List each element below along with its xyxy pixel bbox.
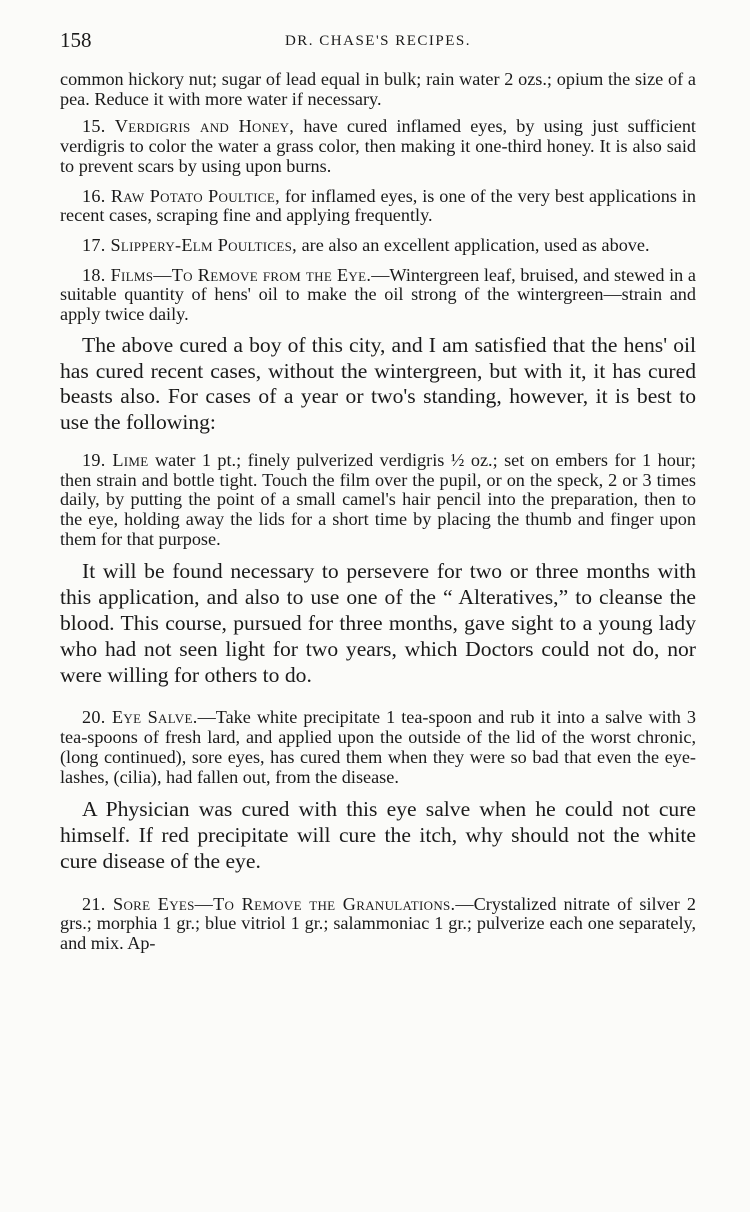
paragraph-text: A Physician was cured with this eye salve when he could not cure himself. If red precipitate will cure the itch, why should not the white cure disease of the eye. [60,797,696,873]
paragraph-text: It will be found necessary to persevere for two or three months with this application, and also to use one of the “ Alteratives,” to cleanse the blood. This course, pursued for three months, gave sight to a young lady who had not seen light for two years, which Doctors could not do, nor were willing for others to do. [60,559,696,687]
recipe-heading: 21. Sore Eyes—To Remove the Granulations. [82,893,456,914]
recipe-text: —Take white precipitate 1 tea-spoon and rub it into a salve with 3 tea-spoons of fresh lard, and applied upon the outside of the lid of the worst chronic, (long continued), sore eyes, has cured them when they were so bad that even the eye-lashes, (cilia), had fallen out, from the disease. [60,707,697,787]
commentary-paragraph [60,559,696,688]
commentary-paragraph [60,333,696,436]
paragraph-text: common hickory nut; sugar of lead equal in bulk; rain water 2 ozs.; opium the size of a pea. Reduce it with more water if necessary. [60,69,696,109]
paragraph-continuation [60,70,696,109]
recipe-17 [60,236,696,256]
recipe-text: for inflamed eyes, is one of the very best applications in recent cases, scraping fine and applying frequently. [60,185,696,226]
commentary-paragraph [60,797,696,874]
book-page [60,28,696,954]
recipe-21 [60,895,696,954]
recipe-text: are also an excellent application, used as above. [297,234,650,255]
recipe-heading: 15. Verdigris and Honey, [82,116,295,137]
recipe-text: —Wintergreen leaf, bruised, and stewed in a suitable quantity of hens' oil to make the oil strong of the wintergreen—strain and apply twice daily. [60,264,696,325]
recipe-text: —Crystalized nitrate of silver 2 grs.; morphia 1 gr.; blue vitriol 1 gr.; salammoniac 1 gr.; pulverize each one separately, and mix. Ap- [60,893,697,954]
recipe-16 [60,187,696,226]
recipe-text: water 1 pt.; finely pulverized verdigris ½ oz.; set on embers for 1 hour; then strain and bottle tight. Touch the film over the pupil, or on the speck, 2 or 3 times daily, by putting the point of a small camel's hair pencil into the preparation, then to the eye, holding away the lids for a short time by placing the thumb and finger upon them for that purpose. [60,449,696,549]
recipe-heading: 19. Lime [82,449,149,470]
paragraph-text: The above cured a boy of this city, and I am satisfied that the hens' oil has cured recent cases, without the wintergreen, but with it, it has cured beasts also. For cases of a year or two's standing, however, it is best to use the following: [60,332,696,435]
recipe-heading: 16. Raw Potato Poultice, [82,185,280,206]
page-header [60,28,696,64]
recipe-15 [60,117,696,176]
page-number: 158 [60,28,92,52]
recipe-19 [60,451,696,550]
recipe-heading: 17. Slippery-Elm Poultices, [82,234,298,255]
recipe-20 [60,708,696,787]
recipe-18 [60,266,696,325]
recipe-text: have cured inflamed eyes, by using just sufficient verdigris to color the water a grass color, then making it one-third honey. It is also said to prevent scars by using upon burns. [60,116,696,176]
recipe-heading: 20. Eye Salve. [82,707,198,728]
running-title: DR. CHASE'S RECIPES. [284,33,472,49]
recipe-heading: 18. Films—To Remove from the Eye. [82,264,372,285]
